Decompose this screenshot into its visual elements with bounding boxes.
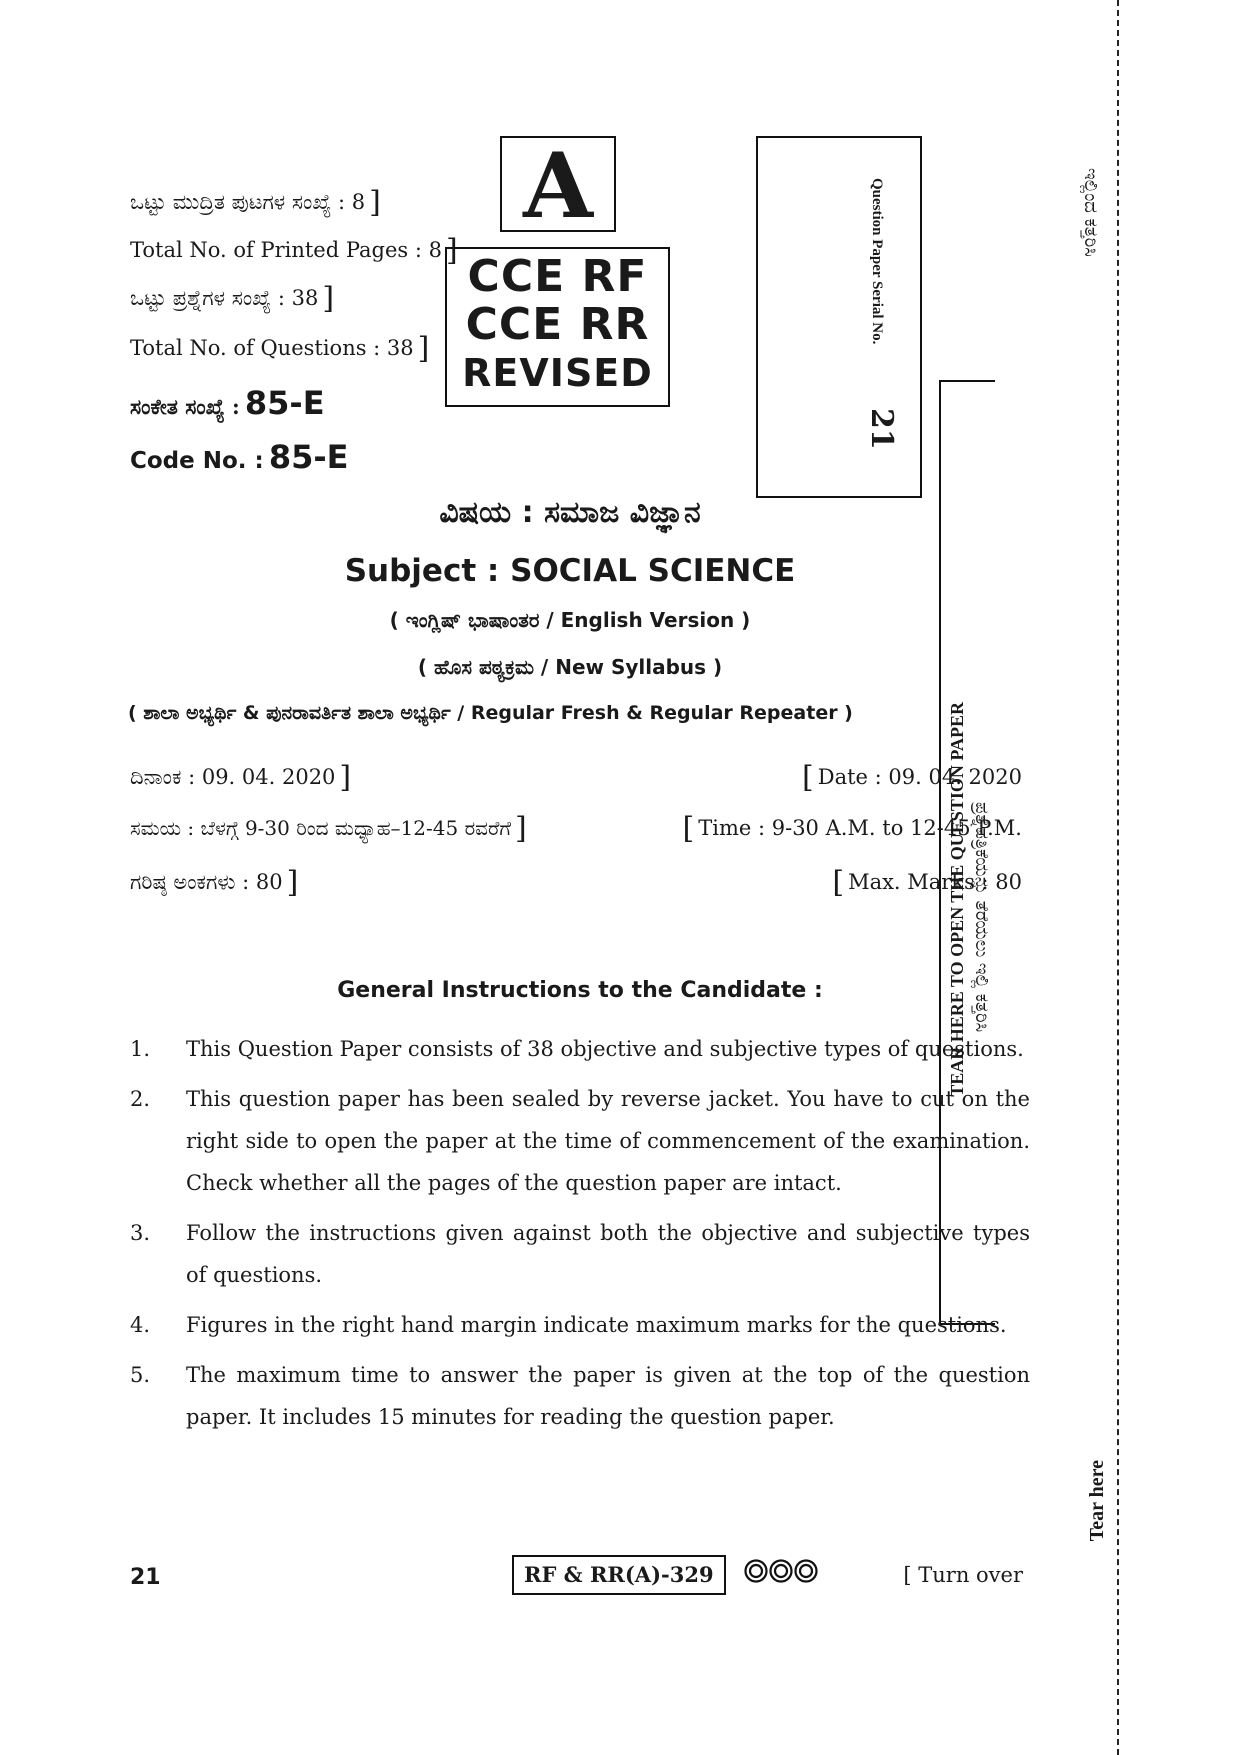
instruction-item: 2. This question paper has been sealed by reverse jacket. You have to cut on the right side to open the paper at the time of commencement of the examination. Check whether all the pages of the question paper are intact. <box>130 1087 1030 1195</box>
turn-over-label: [ Turn over <box>903 1563 1023 1587</box>
circle-icon <box>769 1559 793 1583</box>
total-questions-en: Total No. of Questions : 38 ] <box>130 331 430 366</box>
date-kn: ದಿನಾಂಕ : 09. 04. 2020 ] <box>130 760 352 795</box>
serial-number-box <box>756 136 922 498</box>
instruction-item: 3. Follow the instructions given against both the objective and subjective types of questions. <box>130 1221 1030 1287</box>
cut-here-kn: ಇಲ್ಲಿಂದ ಕತ್ತರಿಸಿ <box>1080 168 1101 257</box>
subject-title: Subject : SOCIAL SCIENCE <box>344 553 796 589</box>
exam-type-line1: CCE RF <box>467 251 648 302</box>
circle-icon <box>744 1559 768 1583</box>
instruction-item: 4. Figures in the right hand margin indicate maximum marks for the questions. <box>130 1313 1007 1337</box>
tear-open-text-kn: ಪ್ರಶ್ನೆಪತ್ರಿಕೆಯನ್ನು ತೆರೆಯಲು ಇಲ್ಲಿ ಕತ್ತರಿಸಿ <box>971 802 992 1033</box>
circle-icon <box>794 1559 818 1583</box>
paper-code-box: RF & RR(A)-329 <box>512 1555 726 1595</box>
max-marks-kn: ಗರಿಷ್ಠ ಅಂಕಗಳು : 80 ] <box>130 865 299 900</box>
version-letter: A <box>523 133 593 239</box>
version-line: ( ಇಂಗ್ಲಿಷ್ ಭಾಷಾಂತರ / English Version ) <box>389 608 751 632</box>
time-en: [ Time : 9-30 A.M. to 12-45 P.M. <box>682 811 1022 846</box>
exam-type-box <box>445 247 670 407</box>
cut-line <box>1117 0 1119 1755</box>
instruction-item: 1. This Question Paper consists of 38 objective and subjective types of questions. <box>130 1037 1024 1061</box>
date-en: [ Date : 09. 04. 2020 <box>802 760 1022 795</box>
total-questions-kn: ಒಟ್ಟು ಪ್ರಶ್ನೆಗಳ ಸಂಖ್ಯೆ : 38 ] <box>130 281 335 316</box>
printed-pages-kn: ಒಟ್ಟು ಮುದ್ರಿತ ಪುಟಗಳ ಸಂಖ್ಯೆ : 8 ] <box>130 185 381 220</box>
serial-number: 21 <box>864 408 899 450</box>
time-kn: ಸಮಯ : ಬೆಳಗ್ಗೆ 9-30 ರಿಂದ ಮಧ್ಯಾಹ–12-45 ರವರೆಗೆ ] <box>130 811 527 846</box>
tear-open-text: TEAR HERE TO OPEN THE QUESTION PAPER <box>947 702 967 1097</box>
exam-type-line2: CCE RR <box>465 299 650 350</box>
syllabus-line: ( ಹೊಸ ಪಠ್ಯಕ್ರಮ / New Syllabus ) <box>417 655 723 679</box>
concentric-circles-icon <box>744 1559 818 1583</box>
printed-pages-en: Total No. of Printed Pages : 8 ] <box>130 233 458 268</box>
candidate-type-line: ( ಶಾಲಾ ಅಭ್ಯರ್ಥಿ & ಪುನರಾವರ್ತಿತ ಶಾಲಾ ಅಭ್ಯರ್ಥಿ / Regular Fresh & Regular Repeater ) <box>128 702 853 724</box>
instructions-heading: General Instructions to the Candidate : <box>337 978 823 1003</box>
version-letter-box <box>500 133 616 239</box>
subject-kn: ವಿಷಯ : ಸಮಾಜ ವಿಜ್ಞಾನ <box>439 495 701 530</box>
serial-label: Question Paper Serial No. <box>869 178 885 345</box>
page-serial-number: 21 <box>130 1565 161 1590</box>
instructions-list <box>130 1028 1030 1446</box>
tear-here-label: Tear here <box>1086 1460 1108 1542</box>
code-no-kn: ಸಂಕೇತ ಸಂಖ್ಯೆ : 85-E <box>130 384 325 422</box>
instruction-item: 5. The maximum time to answer the paper is given at the top of the question paper. It includes 15 minutes for reading the question paper. <box>130 1363 1030 1429</box>
max-marks-en: [ Max. Marks : 80 <box>832 865 1022 900</box>
exam-type-line3: REVISED <box>462 351 653 395</box>
code-no-en: Code No. : 85-E <box>130 438 349 476</box>
